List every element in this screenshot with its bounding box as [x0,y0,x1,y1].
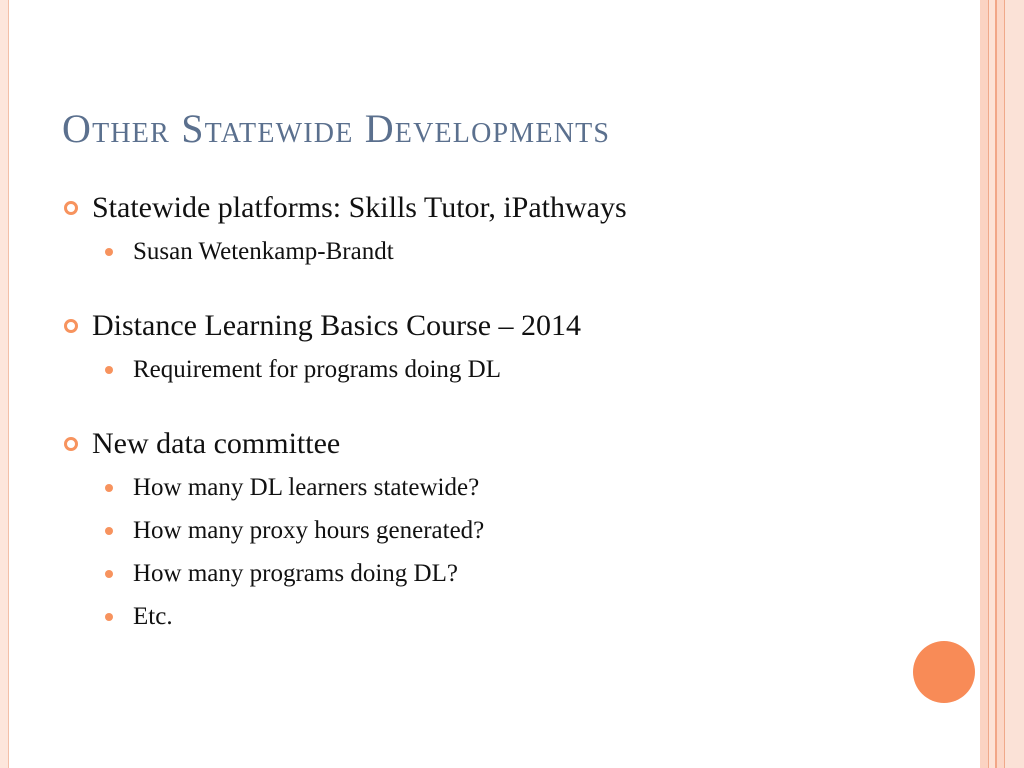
slide-title: Other Statewide Developments [62,106,611,151]
sub-bullet-text: Requirement for programs doing DL [133,355,501,383]
sub-bullet-text: Etc. [133,602,173,630]
sub-bullet-text: How many DL learners statewide? [133,473,480,501]
right-stripe-decoration [980,0,1024,768]
dot-bullet-icon [105,570,113,578]
dot-bullet-icon [105,484,113,492]
sub-bullet-item [105,348,942,391]
bullet-text: New data committee [92,426,341,460]
sub-bullet-item [105,466,942,509]
decorative-circle [913,641,975,703]
sub-bullet-text: Susan Wetenkamp-Brandt [133,237,394,265]
ring-bullet-icon [64,437,78,451]
bullet-text: Distance Learning Basics Course – 2014 [92,308,582,342]
sub-bullet-text: How many programs doing DL? [133,559,458,587]
left-border-decoration [0,0,9,768]
bullet-text: Statewide platforms: Skills Tutor, iPathways [92,190,627,224]
stripe [997,0,1004,768]
bullet-group [62,421,942,638]
bullet-item [62,421,942,466]
bullet-item [62,185,942,230]
ring-bullet-icon [64,319,78,333]
bullet-list [62,185,942,638]
dot-bullet-icon [105,613,113,621]
bullet-item [62,303,942,348]
dot-bullet-icon [105,366,113,374]
stripe [980,0,988,768]
dot-bullet-icon [105,248,113,256]
sub-bullet-item [105,509,942,552]
ring-bullet-icon [64,201,78,215]
sub-bullet-item [105,552,942,595]
stripe [1005,0,1024,768]
dot-bullet-icon [105,527,113,535]
bullet-group [62,185,942,273]
sub-bullet-item [105,230,942,273]
sub-bullet-item [105,595,942,638]
sub-bullet-text: How many proxy hours generated? [133,516,485,544]
bullet-group [62,303,942,391]
